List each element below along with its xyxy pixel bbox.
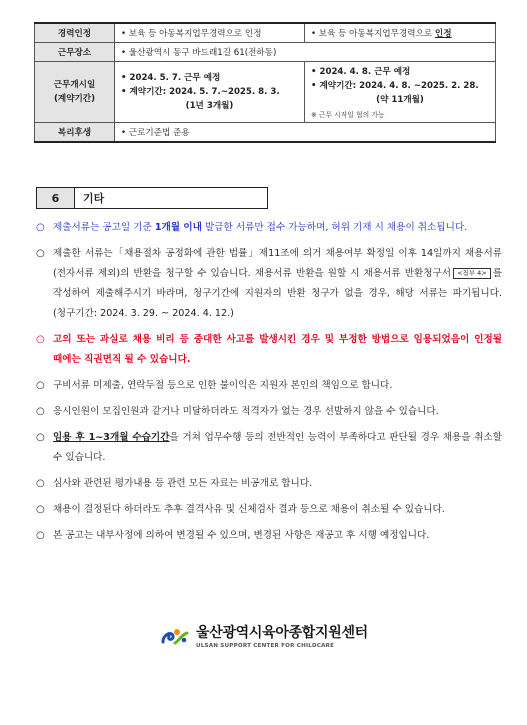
item-text: [53, 428, 502, 468]
list-item: [36, 474, 502, 494]
start-label: [35, 62, 115, 123]
start-left: [115, 62, 305, 123]
list-item: [36, 500, 502, 520]
center-logo-icon: [160, 625, 190, 647]
item-text: [53, 244, 502, 324]
career-right-emph: 인정: [434, 29, 452, 39]
start-right: [305, 62, 496, 123]
item-text: 응시인원이 모집인원과 같거나 미달하더라도 적격자가 없는 경우 선발하지 않을 수 있습니다.: [53, 406, 439, 417]
item-emph: 임용 후 1~3개월 수습기간: [53, 432, 170, 443]
career-left: • 보육 등 아동복지업무경력으로 인정: [115, 23, 305, 43]
list-item: [36, 526, 502, 546]
workplace-value: • 울산광역시 동구 바드래1길 61(전하동): [115, 43, 496, 62]
item-emph: 1개월 이내: [154, 222, 202, 233]
start-label-line2: (계약기간): [53, 94, 96, 104]
item-text: 채용이 결정된다 하더라도 추후 결격사유 및 신체검사 결과 등으로 채용이 취소될 수 있습니다.: [53, 504, 445, 515]
bullet: ○: [36, 432, 45, 443]
bullet: ○: [36, 248, 45, 259]
bullet: ○: [36, 530, 45, 541]
list-item: [36, 428, 502, 468]
bullet: ○: [36, 380, 45, 391]
attachment-tag: <첨부 4>: [453, 268, 491, 279]
list-item: [36, 218, 502, 238]
notice-list: [36, 218, 502, 552]
item-text: 고의 또는 과실로 채용 비리 등 중대한 사고를 발생시킨 경우 및 부정한 방법으로 임용되었음이 인정될 때에는 직권면직 될 수 있습니다.: [53, 334, 502, 365]
start-left-line2: • 계약기간: 2024. 5. 7.~2025. 8. 3.: [121, 87, 280, 97]
start-row: [35, 62, 496, 123]
item-text-part: 제출서류는 공고일 기준: [53, 222, 155, 233]
org-name: 울산광역시육아종합지원센터: [196, 625, 368, 641]
career-label: 경력인정: [35, 23, 115, 43]
section-number: 6: [37, 188, 75, 208]
item-text-part: 을 거쳐 업무수행 등의 전반적인 능력이 부족하다고 판단될 경우 채용을 취소할 수 있습니다.: [53, 432, 502, 463]
list-item: [36, 330, 502, 370]
start-left-line3: (1년 3개월): [185, 101, 234, 111]
item-text-part: 를 작성하여 제출해주시기 바라며, 청구기간에 지원자의 반환 청구가 없을 경우, 해당 서류는 파기됩니다. (청구기간: 2024. 3. 29. ~ 2024. 4. 12.): [53, 268, 502, 319]
welfare-value: • 근로기준법 준용: [115, 123, 496, 143]
list-item: [36, 376, 502, 396]
workplace-label: 근무장소: [35, 43, 115, 62]
start-right-line1: • 2024. 4. 8. 근무 예정: [311, 67, 411, 77]
start-left-line1: • 2024. 5. 7. 근무 예정: [121, 73, 221, 83]
item-text: [53, 218, 502, 238]
welfare-label: 복리후생: [35, 123, 115, 143]
list-item: [36, 402, 502, 422]
bullet: ○: [36, 478, 45, 489]
career-row: [35, 23, 496, 43]
start-right-line3: (약 11개월): [376, 95, 424, 105]
start-right-note: ※ 근무 시작일 협의 가능: [311, 111, 385, 119]
footer: [160, 622, 368, 649]
org-name-en: ULSAN SUPPORT CENTER FOR CHILDCARE: [196, 643, 335, 649]
career-right: [305, 23, 496, 43]
item-text-part: 제출한 서류는「채용절차 공정화에 관한 법률」제11조에 의거 채용여부 확정일 이후 14일까지 채용서류(전자서류 제외)의 반환을 청구할 수 있습니다. 채용서류 반환을 원할 시 채용서류 반환청구서: [53, 248, 502, 279]
item-text-part: 발급한 서류만 접수 가능하며, 허위 기재 시 채용이 취소됩니다.: [201, 222, 468, 233]
bullet: ○: [36, 334, 45, 345]
career-right-text: • 보육 등 아동복지업무경력으로: [311, 29, 435, 39]
welfare-row: [35, 123, 496, 143]
item-text: 본 공고는 내부사정에 의하여 변경될 수 있으며, 변경된 사항은 재공고 후 시행 예정입니다.: [53, 530, 430, 541]
item-text: 심사와 관련된 평가내용 등 관련 모든 자료는 비공개로 합니다.: [53, 478, 313, 489]
bullet: ○: [36, 406, 45, 417]
section-title: 기타: [83, 192, 105, 205]
bullet: ○: [36, 504, 45, 515]
start-label-line1: 근무개시일: [53, 80, 96, 90]
footer-text: [196, 622, 368, 649]
list-item: [36, 244, 502, 324]
item-text: 구비서류 미제출, 연락두절 등으로 인한 불이익은 지원자 본인의 책임으로 합니다.: [53, 380, 393, 391]
job-info-table: [34, 22, 496, 143]
bullet: ○: [36, 222, 45, 233]
workplace-row: [35, 43, 496, 62]
section-heading: [36, 187, 268, 209]
start-right-line2: • 계약기간: 2024. 4. 8. ~2025. 2. 28.: [311, 81, 479, 91]
